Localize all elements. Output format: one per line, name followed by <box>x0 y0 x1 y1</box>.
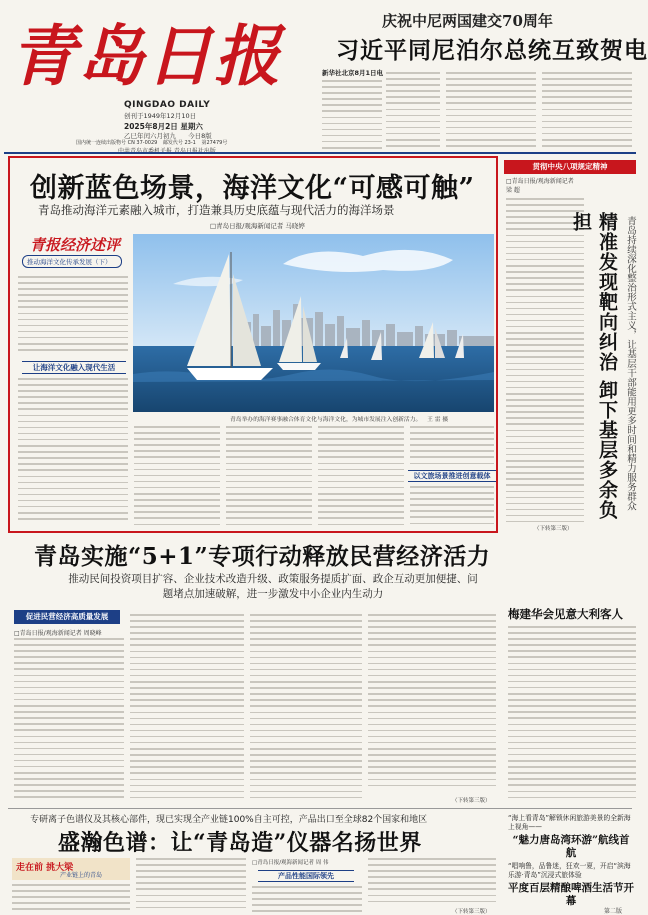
photo-caption-text: 青岛举办的海洋赛事融合体育文化与海洋文化，为城市发展注入创新活力。 <box>230 417 422 423</box>
second-story <box>8 536 502 808</box>
third-story-tag-sub: 产业链上的青岛 <box>60 872 103 879</box>
photo-credit: 王 雷 摄 <box>427 417 449 423</box>
side-feature-body-left <box>506 198 584 532</box>
column-tag-box <box>16 234 126 270</box>
main-feature-body-col5-top <box>410 426 494 468</box>
third-story-body-col1 <box>12 884 130 914</box>
cn-code: 国内统一连续出版物号 CN 37-0029 <box>76 140 158 146</box>
side-feature-subheadline: 青岛持续深化整治形式主义，让基层干部能用更多时间和精力服务群众 <box>625 216 636 511</box>
third-story-body-col2 <box>136 858 246 914</box>
column-tag-subtitle: 推动海洋文化传承发展（下） <box>22 255 122 268</box>
lunar-date-text: 乙巳年闰六月初九 <box>124 132 176 140</box>
top-story-body-col2 <box>446 72 536 152</box>
masthead-divider <box>4 152 636 154</box>
masthead-logo: 青岛日报 <box>10 17 282 95</box>
second-story-body-col3 <box>250 614 362 804</box>
right-col-briefs <box>506 606 636 806</box>
promo-page-ref: 第二版 <box>604 908 623 915</box>
second-story-headline: 青岛实施“5+1”专项行动释放民营经济活力 <box>34 543 491 570</box>
top-story <box>322 6 648 156</box>
section-divider <box>8 808 632 809</box>
main-feature-headline: 创新蓝色场景，海洋文化“可感可触” <box>30 173 475 204</box>
top-story-body-col1 <box>386 72 440 152</box>
second-story-subheadline: 推动民间投资项目扩容、企业技术改造升级、政策服务提质扩面、政企互动更加便捷、问题堵点加速破解，进一步激发中小企业内生动力 <box>68 573 478 600</box>
third-story-headline: 盛瀚色谱：让“青岛造”仪器名扬世界 <box>58 830 422 856</box>
third-story-continued: （下转第三版） <box>452 909 491 915</box>
third-story-tag-title: 走在前 挑大梁 <box>16 863 74 873</box>
main-feature-body-col5-bottom <box>410 486 494 528</box>
second-story-byline: □青岛日报/观海新闻记者 周晓峰 <box>14 630 102 637</box>
photo-caption <box>230 414 448 423</box>
issue-number: 第27479号 <box>201 140 228 146</box>
side-feature <box>504 160 636 535</box>
second-story-tag: 促进民营经济高质量发展 <box>14 610 120 624</box>
second-story-body-col2 <box>130 614 244 804</box>
main-feature-subheadline: 青岛推动海洋元素融入城市，打造兼具历史底蕴与现代活力的海洋场景 <box>38 203 395 217</box>
second-story-body-col4 <box>368 614 496 794</box>
top-story-headline: 习近平同尼泊尔总统互致贺电 <box>336 37 648 64</box>
third-story-column-tag <box>12 858 130 880</box>
right-col-promos <box>506 812 636 915</box>
sailing-photo-image <box>133 234 494 412</box>
main-feature-byline: □青岛日报/观海新闻记者 马晓婷 <box>210 222 305 230</box>
main-feature <box>8 156 498 533</box>
side-feature-headline: 精准发现靶向纠治 卸下基层多余负担 <box>570 212 618 520</box>
founded-date: 创刊于1949年12月10日 <box>124 112 197 120</box>
page-count: 今日8版 <box>188 132 212 140</box>
brief-1-body <box>508 626 636 806</box>
main-feature-body-left-2 <box>18 378 128 528</box>
third-story-body-col4 <box>368 858 496 908</box>
third-story-byline: □青岛日报/观海新闻记者 周 伟 <box>252 860 329 866</box>
third-story-kicker: 专研离子色谱仪及其核心部件，现已实现全产业链100%自主可控，产品出口至全球82个国家和地区 <box>30 815 428 825</box>
publication-codes <box>76 139 227 146</box>
main-feature-body-col4 <box>318 426 404 528</box>
third-story <box>8 810 502 915</box>
brief-1-title: 梅建华会见意大利客人 <box>508 607 623 621</box>
main-feature-body-left <box>18 276 128 358</box>
promo-2-intro: “海上看青岛”解锁休闲旅游美景的全新海上视角—— <box>508 814 631 831</box>
top-story-kicker: 庆祝中尼两国建交70周年 <box>382 12 553 30</box>
main-feature-body-col2 <box>134 426 220 528</box>
feature-photo <box>133 234 494 412</box>
top-story-body-col0 <box>322 80 382 152</box>
second-story-body-col1 <box>14 638 124 804</box>
main-feature-body-col3 <box>226 426 312 528</box>
side-feature-banner: 贯彻中央八项规定精神 <box>504 160 636 174</box>
promo-3-title: 平度百层精酿啤酒生活节开幕 <box>508 882 634 907</box>
promo-3-intro: “唱响鲁，品鲁迷，狂欢一夏，开启“滨海乐游·青岛”沉浸式旅体验 <box>508 862 631 879</box>
second-story-continued: （下转第三版） <box>452 798 491 804</box>
side-feature-byline: □青岛日报/观海新闻记者 梁 超 <box>506 178 574 194</box>
section-title-2: 以文旅场景推进创意载体 <box>408 470 496 482</box>
issue-date-text: 2025年8月2日 星期六 <box>124 122 203 131</box>
section-title-1: 让海洋文化融入现代生活 <box>22 361 126 374</box>
masthead-english-name: QINGDAO DAILY <box>124 100 211 110</box>
top-story-body-col3 <box>542 72 632 152</box>
third-story-body-col3 <box>252 886 362 914</box>
side-feature-continued: （下转第三版） <box>534 526 573 532</box>
promo-2-title: “魅力唐岛湾环游”航线首航 <box>512 834 630 859</box>
top-story-dateline: 新华社北京8月1日电 <box>322 69 384 77</box>
mail-code: 邮发代号 23-1 <box>162 140 196 146</box>
third-story-section-title: 产品性能国际领先 <box>258 870 354 882</box>
column-tag-title: 青报经济述评 <box>30 236 121 254</box>
masthead <box>0 0 310 148</box>
